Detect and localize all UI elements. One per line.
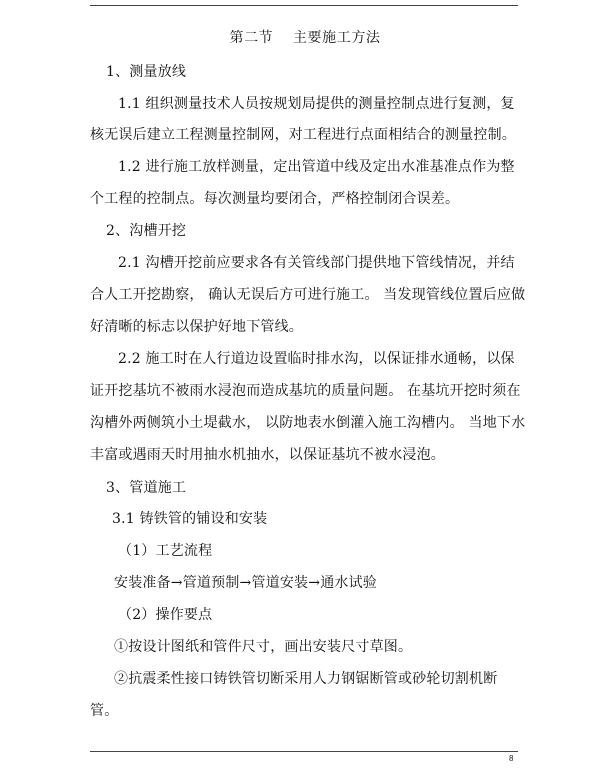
paragraph-2-2-line-1: 2.2 施工时在人行道边设置临时排水沟，以保证排水通畅，以保 (118, 351, 515, 367)
paragraph-2-1-line-3: 好清晰的标志以保护好地下管线。 (90, 319, 303, 335)
operation-point-2-line-1: ②抗震柔性接口铸铁管切断采用人力钢锯断管或砂轮切割机断 (114, 671, 498, 687)
page-number: 8 (509, 754, 514, 763)
heading-trench-excavation: 2、沟槽开挖 (106, 223, 187, 239)
paragraph-2-2-line-2: 证开挖基坑不被雨水浸泡而造成基坑的质量问题。 在基坑开挖时须在 (90, 383, 521, 399)
paragraph-2-1-line-1: 2.1 沟槽开挖前应要求各有关管线部门提供地下管线情况，并结 (118, 255, 515, 271)
paragraph-1-1-line-2: 核无误后建立工程测量控制网，对工程进行点面相结合的测量控制。 (90, 127, 516, 143)
heading-pipeline-construction: 3、管道施工 (106, 480, 187, 496)
process-flow-line: 安装准备→管道预制→管道安装→通水试验 (114, 575, 377, 591)
heading-measurement: 1、测量放线 (106, 64, 187, 80)
step-operation-points-heading: （2）操作要点 (118, 607, 213, 623)
paragraph-1-1-line-1: 1.1 组织测量技术人员按规划局提供的测量控制点进行复测，复 (118, 96, 515, 112)
paragraph-1-2-line-2: 个工程的控制点。每次测量均要闭合，严格控制闭合误差。 (90, 191, 460, 207)
header-rule (90, 5, 518, 6)
paragraph-2-2-line-3: 沟槽外两侧筑小土堤截水， 以防地表水倒灌入施工沟槽内。 当地下水 (90, 415, 526, 431)
subheading-cast-iron-pipe: 3.1 铸铁管的铺设和安装 (112, 511, 268, 527)
step-process-flow-heading: （1）工艺流程 (118, 543, 213, 559)
operation-point-2-line-2: 管。 (90, 703, 119, 719)
paragraph-1-2-line-1: 1.2 进行施工放样测量，定出管道中线及定出水准基准点作为整 (118, 159, 515, 175)
paragraph-2-1-line-2: 合人工开挖勘察， 确认无误后方可进行施工。 当发现管线位置后应做 (90, 287, 526, 303)
paragraph-2-2-line-4: 丰富或遇雨天时用抽水机抽水，以保证基坑不被水浸泡。 (90, 447, 445, 463)
operation-point-1: ①按设计图纸和管件尺寸，画出安装尺寸草图。 (114, 639, 413, 655)
footer-rule (90, 751, 518, 752)
section-title: 第二节 主要施工方法 (229, 30, 381, 46)
